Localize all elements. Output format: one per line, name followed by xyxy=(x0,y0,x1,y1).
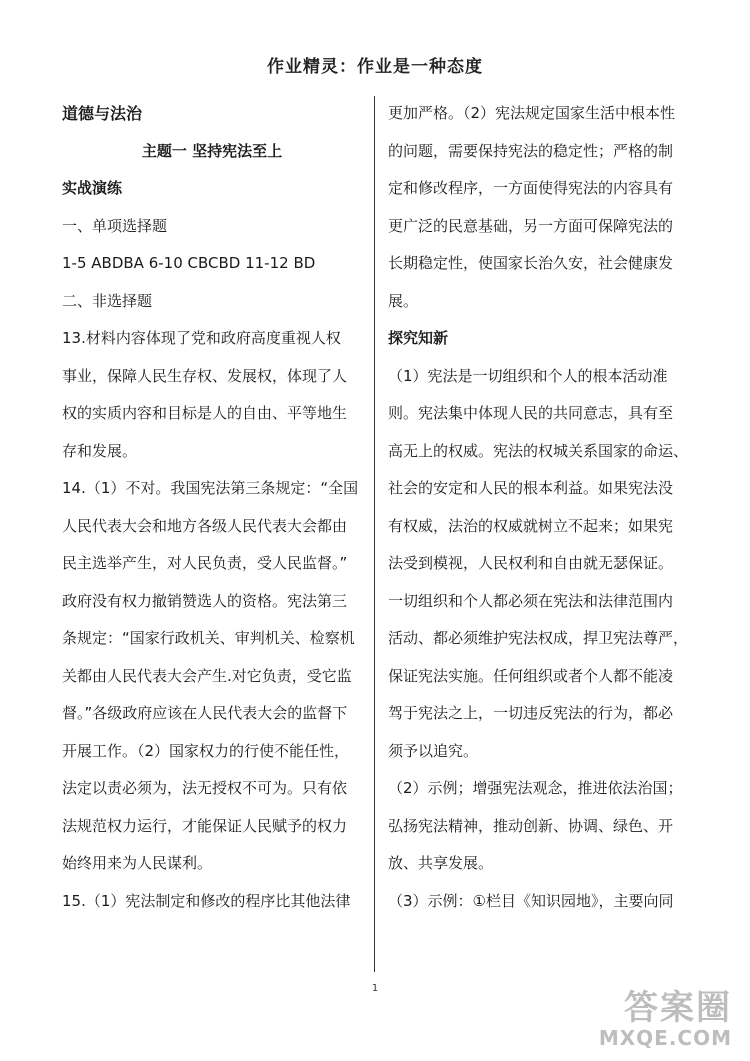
text-line: 民主选举产生，对人民负责，受人民监督。” xyxy=(62,554,348,572)
text-line: 13.材料内容体现了党和政府高度重视人权 xyxy=(62,329,341,347)
text-line: 始终用来为人民谋利。 xyxy=(62,854,213,872)
text-line: 放、共享发展。 xyxy=(388,854,494,872)
text-line: 更加严格。（2）宪法规定国家生活中根本性 xyxy=(388,104,676,122)
watermark-logo-text: 答案圈 xyxy=(624,988,732,1028)
text-line: 法规范权力运行，才能保证人民赋予的权力 xyxy=(62,816,348,835)
text-line: 驾于宪法之上，一切违反宪法的行为，都必 xyxy=(388,704,674,722)
text-line: 更广泛的民意基础，另一方面可保障宪法的 xyxy=(388,216,674,235)
text-line: 一切组织和个人都必须在宪法和法律范围内 xyxy=(388,591,674,610)
section-heading: 实战演练 xyxy=(62,179,123,197)
page-header: 作业精灵：作业是一种态度 xyxy=(267,57,483,77)
text-line: 开展工作。（2）国家权力的行使不能任性， xyxy=(62,741,350,760)
text-line: 展。 xyxy=(388,291,419,310)
text-line: 事业，保障人民生存权、发展权，体现了人 xyxy=(62,366,348,385)
text-line: 的问题，需要保持宪法的稳定性；严格的制 xyxy=(388,141,674,160)
text-line: 二、非选择题 xyxy=(62,291,153,310)
text-line: 法定以责必须为，法无授权不可为。只有依 xyxy=(62,779,348,797)
text-line: 15.（1）宪法制定和修改的程序比其他法律 xyxy=(62,891,351,910)
text-line: 1-5 ABDBA 6-10 CBCBD 11-12 BD xyxy=(62,254,316,272)
text-line: 高无上的权威。宪法的权城关系国家的命运、 xyxy=(388,441,689,460)
text-line: 弘扬宪法精神，推动创新、协调、绿色、开 xyxy=(388,816,674,835)
text-line: 存和发展。 xyxy=(62,441,138,460)
text-line: （1）宪法是一切组织和个人的根本活动准 xyxy=(388,366,668,385)
text-line: 关都由人民代表大会产生.对它负责，受它监 xyxy=(62,666,352,685)
text-line: 权的实质内容和目标是人的自由、平等地生 xyxy=(62,404,348,422)
text-line: 长期稳定性，使国家长治久安，社会健康发 xyxy=(388,254,674,272)
text-line: 14.（1）不对。我国宪法第三条规定：“全国 xyxy=(62,479,359,497)
text-line: 人民代表大会和地方各级人民代表大会都由 xyxy=(62,516,348,535)
text-line: 一、单项选择题 xyxy=(62,216,168,235)
section-heading: 探究知新 xyxy=(388,329,449,347)
text-line: 则。宪法集中体现人民的共同意志，具有至 xyxy=(388,404,674,422)
page-number: 1 xyxy=(371,983,379,994)
right-column xyxy=(388,95,688,920)
text-line: 定和修改程序，一方面使得宪法的内容具有 xyxy=(388,179,674,197)
subject-heading: 道德与法治 xyxy=(62,104,143,123)
left-column xyxy=(62,95,362,920)
text-line: （2）示例；增强宪法观念，推进依法治国； xyxy=(388,779,683,797)
text-line: 有权威，法治的权威就树立不起来；如果宪 xyxy=(388,516,674,535)
site-watermark xyxy=(599,989,732,1049)
text-line: 法受到模视，人民权利和自由就无瑟保证。 xyxy=(388,554,674,572)
watermark-url-text: MXQE.COM xyxy=(598,1026,732,1050)
text-line: 社会的安定和人民的根本利益。如果宪法没 xyxy=(388,479,674,497)
text-line: 政府没有权力撤销赞选人的资格。宪法第三 xyxy=(62,591,348,610)
topic-heading: 主题一 坚持宪法至上 xyxy=(141,141,283,160)
text-line: 活动、都必须维护宪法权成，捍卫宪法尊严， xyxy=(388,629,689,647)
text-line: 须予以追究。 xyxy=(388,741,479,760)
text-line: （3）示例：①栏目《知识园地》，主要向同 xyxy=(388,891,674,910)
text-line: 保证宪法实施。任何组织或者个人都不能凌 xyxy=(388,666,674,685)
text-line: 督。”各级政府应该在人民代表大会的监督下 xyxy=(62,704,348,722)
text-line: 条规定：“国家行政机关、审判机关、检察机 xyxy=(62,629,355,647)
column-divider xyxy=(374,96,375,972)
